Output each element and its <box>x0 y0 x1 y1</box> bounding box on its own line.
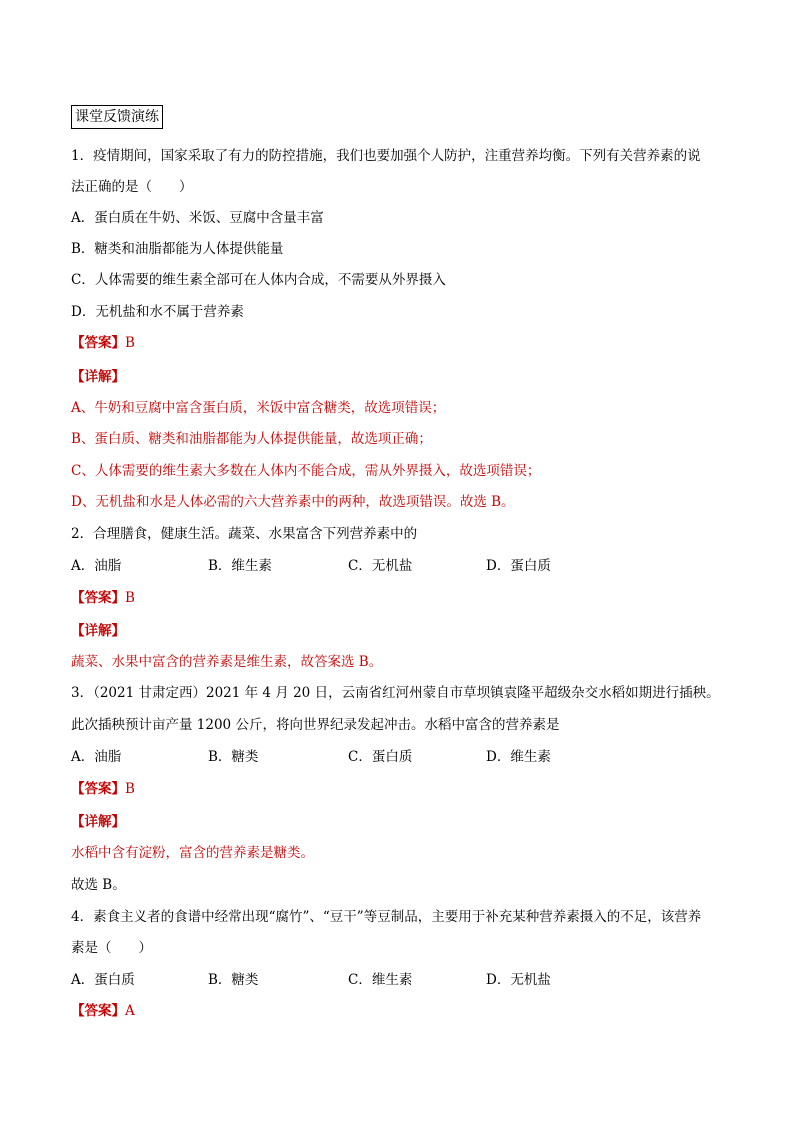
q3-stem-line-2: 此次插秧预计亩产量 1200 公斤，将向世界纪录发起冲击。水稻中富含的营养素是 <box>71 717 560 733</box>
q1-option-d: D．无机盐和水不属于营养素 <box>71 304 244 320</box>
answer-value: B <box>125 781 135 797</box>
q4-option-a: A．蛋白质 <box>71 972 135 988</box>
q4-option-c: C．维生素 <box>348 972 413 988</box>
q4-answer <box>71 1001 135 1021</box>
q1-detail-label: 【详解】 <box>71 369 125 385</box>
answer-value: B <box>125 590 135 606</box>
q1-detail-3: C、人体需要的维生素大多数在人体内不能合成，需从外界摄入，故选项错误； <box>71 463 541 479</box>
q3-answer <box>71 779 135 799</box>
q3-stem-line-1: 3．（2021 甘肃定西）2021 年 4 月 20 日，云南省红河州蒙自市草坝镇袁隆平超级杂交水稻如期进行插秧。 <box>71 685 720 701</box>
q2-option-c: C．无机盐 <box>348 558 413 574</box>
q2-stem-line-1: 2．合理膳食，健康生活。蔬菜、水果富含下列营养素中的 <box>71 526 418 542</box>
q3-options <box>71 747 551 767</box>
q1-option-a: A．蛋白质在牛奶、米饭、豆腐中含量丰富 <box>71 210 324 226</box>
q2-option-a: A．油脂 <box>71 558 122 574</box>
q3-detail-1: 水稻中含有淀粉，富含的营养素是糖类。 <box>71 845 314 861</box>
q1-option-b: B．糖类和油脂都能为人体提供能量 <box>71 241 284 257</box>
q3-detail-label: 【详解】 <box>71 814 125 830</box>
q2-answer <box>71 588 135 608</box>
answer-label: 【答案】 <box>71 335 125 351</box>
answer-label: 【答案】 <box>71 1003 125 1019</box>
q4-stem-line-2: 素是（ ） <box>71 940 152 956</box>
section-title: 课堂反馈演练 <box>71 105 163 129</box>
q1-stem-line-2: 法正确的是（ ） <box>71 179 193 195</box>
q3-detail-2: 故选 B。 <box>71 877 126 893</box>
q3-option-b: B．糖类 <box>208 749 259 765</box>
q3-option-a: A．油脂 <box>71 749 122 765</box>
q1-option-c: C．人体需要的维生素全部可在人体内合成，不需要从外界摄入 <box>71 272 446 288</box>
answer-value: A <box>125 1003 135 1019</box>
q2-option-b: B．维生素 <box>208 558 272 574</box>
q1-detail-2: B、蛋白质、糖类和油脂都能为人体提供能量，故选项正确； <box>71 431 432 447</box>
q1-stem-line-1: 1．疫情期间，国家采取了有力的防控措施，我们也要加强个人防护，注重营养均衡。下列有关营养素的说 <box>71 148 701 164</box>
answer-label: 【答案】 <box>71 781 125 797</box>
q4-options <box>71 970 551 990</box>
answer-label: 【答案】 <box>71 590 125 606</box>
q1-answer <box>71 333 135 353</box>
answer-value: B <box>125 335 135 351</box>
q2-option-d: D．蛋白质 <box>486 558 551 574</box>
q4-option-d: D．无机盐 <box>486 972 551 988</box>
q1-detail-1: A、牛奶和豆腐中富含蛋白质，米饭中富含糖类，故选项错误； <box>71 400 446 416</box>
q4-stem-line-1: 4．素食主义者的食谱中经常出现“腐竹”、“豆干”等豆制品，主要用于补充某种营养素摄入的不足，该营养 <box>71 909 702 925</box>
q4-option-b: B．糖类 <box>208 972 259 988</box>
q3-option-d: D．维生素 <box>486 749 551 765</box>
q2-detail-label: 【详解】 <box>71 623 125 639</box>
q2-detail-1: 蔬菜、水果中富含的营养素是维生素，故答案选 B。 <box>71 654 383 670</box>
q1-detail-4: D、无机盐和水是人体必需的六大营养素中的两种，故选项错误。故选 B。 <box>71 494 515 510</box>
q2-options <box>71 556 551 576</box>
q3-option-c: C．蛋白质 <box>348 749 413 765</box>
